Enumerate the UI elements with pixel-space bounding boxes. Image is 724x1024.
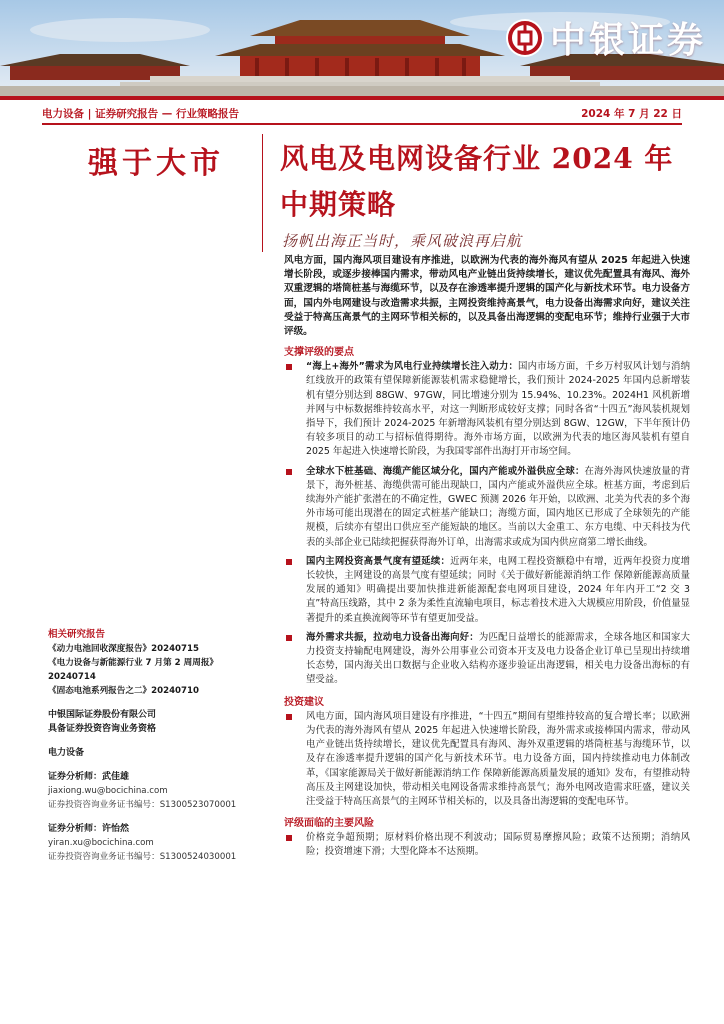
- breadcrumb: 电力设备 | 证券研究报告 — 行业策略报告: [42, 107, 239, 120]
- analyst-license: 证券投资咨询业务证书编号：S1300523070001: [48, 800, 237, 810]
- bullet-icon: [286, 635, 292, 641]
- list-item: [284, 360, 690, 459]
- list-item: [284, 831, 690, 859]
- rating-divider: [262, 134, 263, 252]
- brand: [506, 12, 706, 63]
- header-banner: [0, 0, 724, 98]
- bullet-text: 为匹配日益增长的能源需求，全球各地区和国家大力投资支持输配电网建设，海外公用事业公司资本开支及电力设备企业订单已呈现出持续增长态势，国内海关出口数据与企业收入结构亦逐步验证出海逻辑，相关电力设备出海标的有望受益。: [306, 631, 690, 686]
- analyst-license: 证券投资咨询业务证书编号：S1300524030001: [48, 852, 237, 862]
- bullet-icon: [286, 714, 292, 720]
- related-report[interactable]: 20240714: [48, 672, 96, 682]
- related-report[interactable]: 《固态电池系列报告之二》20240710: [48, 686, 199, 696]
- bullet-text: 近两年来，电网工程投资额稳中有增，近两年投资力度增长较快，主网建设的高景气度有望延续；同时《关于做好新能源消纳工作 保障新能源高质量发展的通知》明确提出要加快推进新能源配套电网项目建设，2024 年年内开工“2 交 3 直”特高压线路，其中 2 条为柔性直流输电项目，标志着技术进入大规模应用阶段，价值量显著提升的柔直换流阀等环节有望更加受益。: [306, 555, 690, 624]
- list-item: [284, 710, 690, 809]
- analyst-email[interactable]: jiaxiong.wu@bocichina.com: [48, 786, 168, 796]
- firm-qualification: 具备证券投资咨询业务资格: [48, 724, 157, 734]
- list-item: [284, 465, 690, 550]
- main-content: [284, 254, 690, 865]
- sidebar: [48, 626, 274, 864]
- brand-name: 中银证券: [549, 20, 706, 61]
- sector-label: 电力设备: [48, 748, 85, 758]
- boc-logo-icon: [506, 19, 544, 57]
- bullet-text: 价格竞争超预期；原材料价格出现不利波动；国际贸易摩擦风险；政策不达预期；消纳风险；投资增速下滑；大型化降本不达预期。: [306, 832, 690, 858]
- bullet-icon: [286, 559, 292, 565]
- bullet-icon: [286, 469, 292, 475]
- bullet-lead: 国内主网投资高景气度有望延续：: [306, 555, 451, 567]
- key-points-title: 支撑评级的要点: [284, 347, 354, 359]
- bullet-text: 在海外海风快速放量的背景下，海外桩基、海缆供需可能出现缺口，国内产能或外溢供应全球。桩基方面，考虑到后续海外产能扩张潜在的不确定性，GWEC 预测 2026 年开始，以欧洲、北美为代表的多个海外市场可能出现潜在的固定式桩基产能缺口；海缆方面，国内地区已形成了全球领先的产能规模，后续亦有望出口供应至产能短缺的地区。当前以大金重工、东方电缆、中天科技为代表的头部企业已陆续把握获得海外订单，出海需求或成为国内供应商第二增长曲线。: [306, 465, 690, 548]
- report-subtitle: 扬帆出海正当时，乘风破浪再启航: [282, 232, 523, 250]
- bullet-icon: [286, 364, 292, 370]
- analyst-name: 证券分析师：武佳雄: [48, 772, 130, 782]
- analyst-name: 证券分析师：许怡然: [48, 824, 130, 834]
- risk-title: 评级面临的主要风险: [284, 818, 374, 830]
- related-report[interactable]: 《电力设备与新能源行业 7 月第 2 周周报》: [48, 658, 219, 668]
- firm-name: 中银国际证券股份有限公司: [48, 710, 157, 720]
- banner-divider: [0, 96, 724, 100]
- rating: 强于大市: [88, 146, 224, 181]
- bullet-lead: “海上+海外”需求为风电行业持续增长注入动力：: [306, 361, 519, 373]
- list-item: [284, 631, 690, 688]
- header-rule: [42, 123, 682, 125]
- analyst-email[interactable]: yiran.xu@bocichina.com: [48, 838, 154, 848]
- key-points-list: [284, 360, 690, 687]
- bullet-icon: [286, 835, 292, 841]
- report-date: 2024 年 7 月 22 日: [581, 107, 682, 120]
- list-item: [284, 555, 690, 626]
- bullet-lead: 海外需求共振，拉动电力设备出海向好：: [306, 631, 479, 643]
- investment-title: 投资建议: [284, 696, 324, 708]
- bullet-text: 风电方面，国内海风项目建设有序推进，“十四五”期间有望维持较高的复合增长率；以欧洲为代表的海外海风有望从 2025 年起进入快速增长阶段，海外需求或接棒国内需求，带动风电产业链出货持续增长，建议优先配置具有海风、海外双重逻辑的塔筒桩基与海缆环节，以及存在渗透率提升逻辑的国产化与新技术环节。电力设备方面，国内持续推动电力体制改革，《国家能源局关于做好新能源消纳工作 保障新能源高质量发展的通知》发布，有望推动特高压及主网建设加快，带动相关电网设备需求维持高景气；海外电网改造需求旺盛，建议关注受益于特高压高景气的主网环节相关标的，以及具备出海逻辑的变配电环节。: [306, 710, 690, 807]
- related-reports-title: 相关研究报告: [48, 629, 106, 640]
- report-header: [42, 104, 682, 122]
- bullet-text: 国内市场方面，千乡万村驭风计划与消纳红线放开的政策有望保障新能源装机需求稳健增长，我们预计 2024-2025 年国内总新增装机有望分别达到 88GW、97GW，同比增速分别为 15.94%、10.23%。2024H1 风机新增并网与中标数据维持较高水平，对这一判断形成较好支撑；同时各省“十四五”海风装机规划指导下，我们预计 2024-2025 年新增海风装机有望分别达到 8GW、12GW，下半年预计仍有较多项目的动工与招标值得期待。海外市场方面，以欧洲为代表的地区海风装机有望自 2025 年起进入快速增长阶段，为我国零部件出海打开市场空间。: [306, 361, 690, 458]
- bullet-lead: 全球水下桩基础、海缆产能区域分化，国内产能或外溢供应全球：: [306, 465, 585, 477]
- report-title: 风电及电网设备行业 2024 年中期策略: [280, 142, 674, 221]
- related-report[interactable]: 《动力电池回收深度报告》20240715: [48, 644, 199, 654]
- intro-paragraph: 风电方面，国内海风项目建设有序推进，以欧洲为代表的海外海风有望从 2025 年起进入快速增长阶段，或逐步接棒国内需求，带动风电产业链出货持续增长，建议优先配置具有海风、海外双重逻辑的塔筒桩基与海缆环节，以及存在渗透率提升逻辑的国产化与新技术环节。电力设备方面，国内外电网建设与改造需求共振，主网投资维持高景气，电力设备出海需求向好，建议关注受益于特高压高景气的主网环节相关标的，以及具备出海逻辑的变配电环节；维持行业强于大市评级。: [284, 255, 690, 338]
